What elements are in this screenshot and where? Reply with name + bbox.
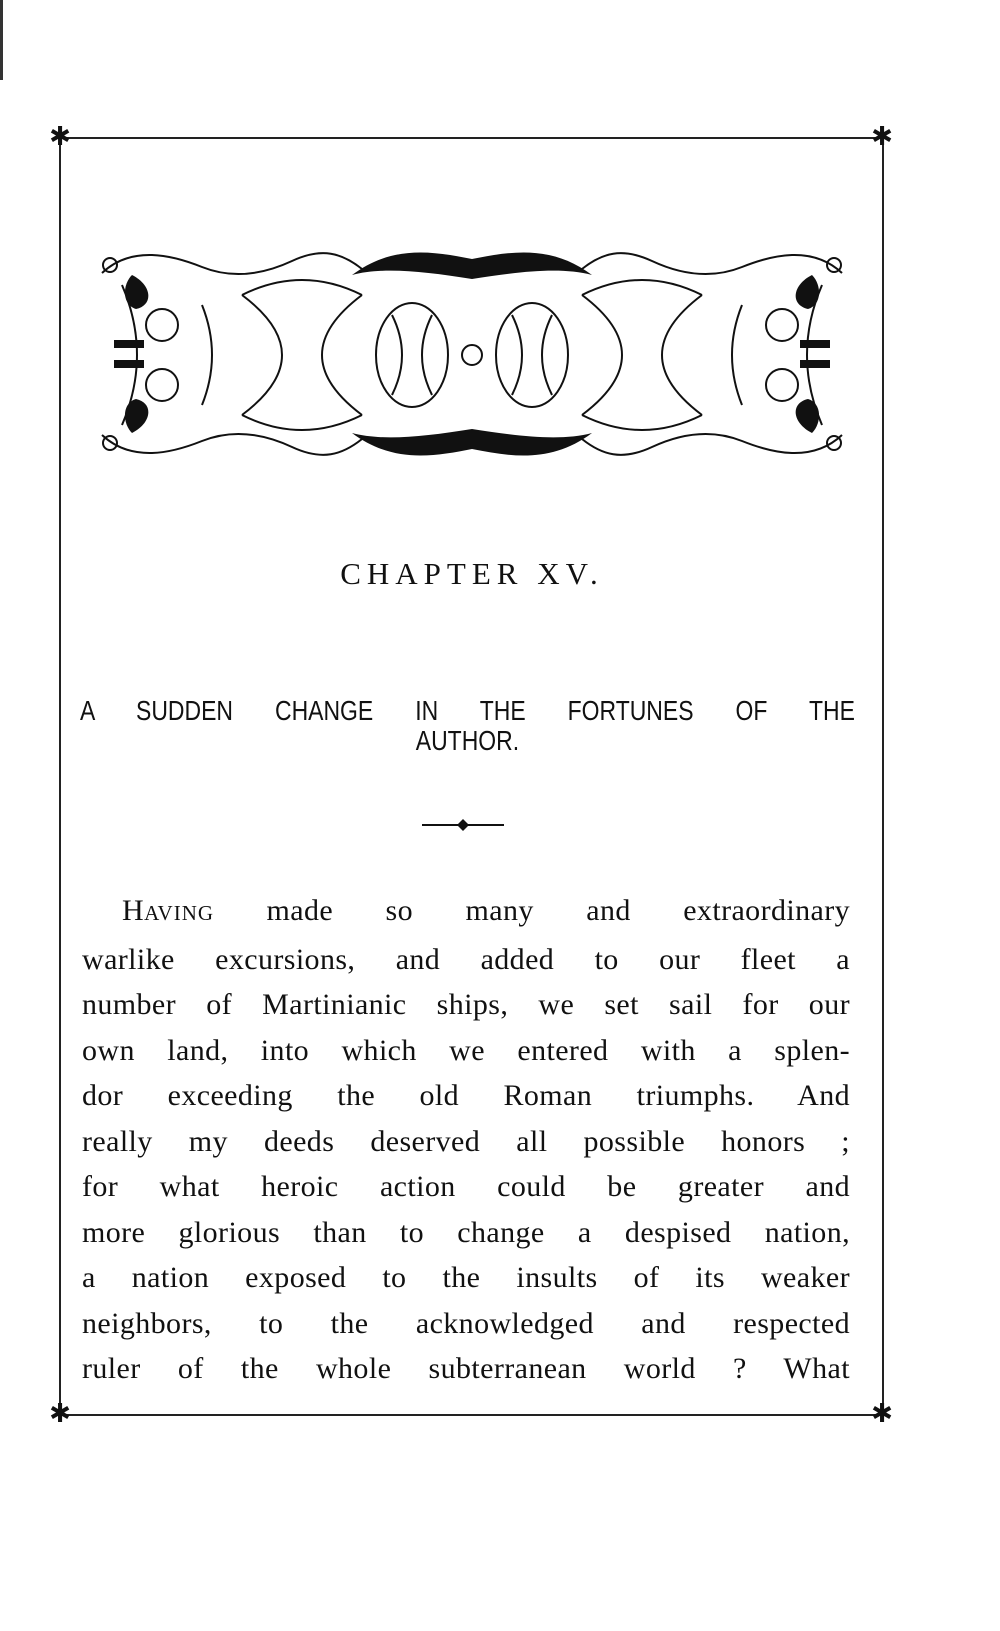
section-divider-icon [422, 818, 504, 832]
text-line: own land, into which we entered with a splen- [82, 1033, 850, 1067]
corner-star-icon: ✱ [871, 1399, 893, 1429]
text-line: for what heroic action could be greater and [82, 1170, 850, 1203]
text-line: ruler of the whole subterranean world ? What [82, 1352, 850, 1385]
chapter-title: CHAPTER XV. [340, 556, 604, 591]
page-edge-mark [0, 0, 3, 80]
drop-word-initial: H [122, 894, 145, 927]
ornamental-headpiece [92, 245, 852, 463]
frame-left-rule [59, 137, 61, 1416]
drop-word-rest: AVING [144, 901, 215, 925]
chapter-body-text [82, 888, 850, 1392]
frame-right-rule [882, 137, 884, 1416]
text-line: really my deeds deserved all possible honors ; [82, 1124, 850, 1158]
text-line: number of Martinianic ships, we set sail for our [82, 988, 850, 1021]
text-line: warlike excursions, and added to our fleet a [82, 942, 850, 976]
corner-star-icon: ✱ [871, 122, 893, 152]
frame-bottom-rule [62, 1414, 882, 1416]
text-line: neighbors, to the acknowledged and respected [82, 1306, 850, 1340]
text-line: dor exceeding the old Roman triumphs. And [82, 1079, 850, 1112]
corner-star-icon: ✱ [49, 1399, 71, 1429]
corner-star-icon: ✱ [49, 122, 71, 152]
text-line [82, 888, 850, 937]
frame-top-rule [62, 137, 882, 139]
chapter-subtitle [80, 696, 855, 756]
chapter-subtitle-line: A SUDDEN CHANGE IN THE FORTUNES OF THE [80, 695, 855, 726]
text-line-rest: made so many and extraordinary [214, 894, 850, 927]
text-line: a nation exposed to the insults of its weaker [82, 1261, 850, 1294]
chapter-subtitle-line: AUTHOR. [415, 725, 520, 756]
text-line: more glorious than to change a despised nation, [82, 1215, 850, 1249]
